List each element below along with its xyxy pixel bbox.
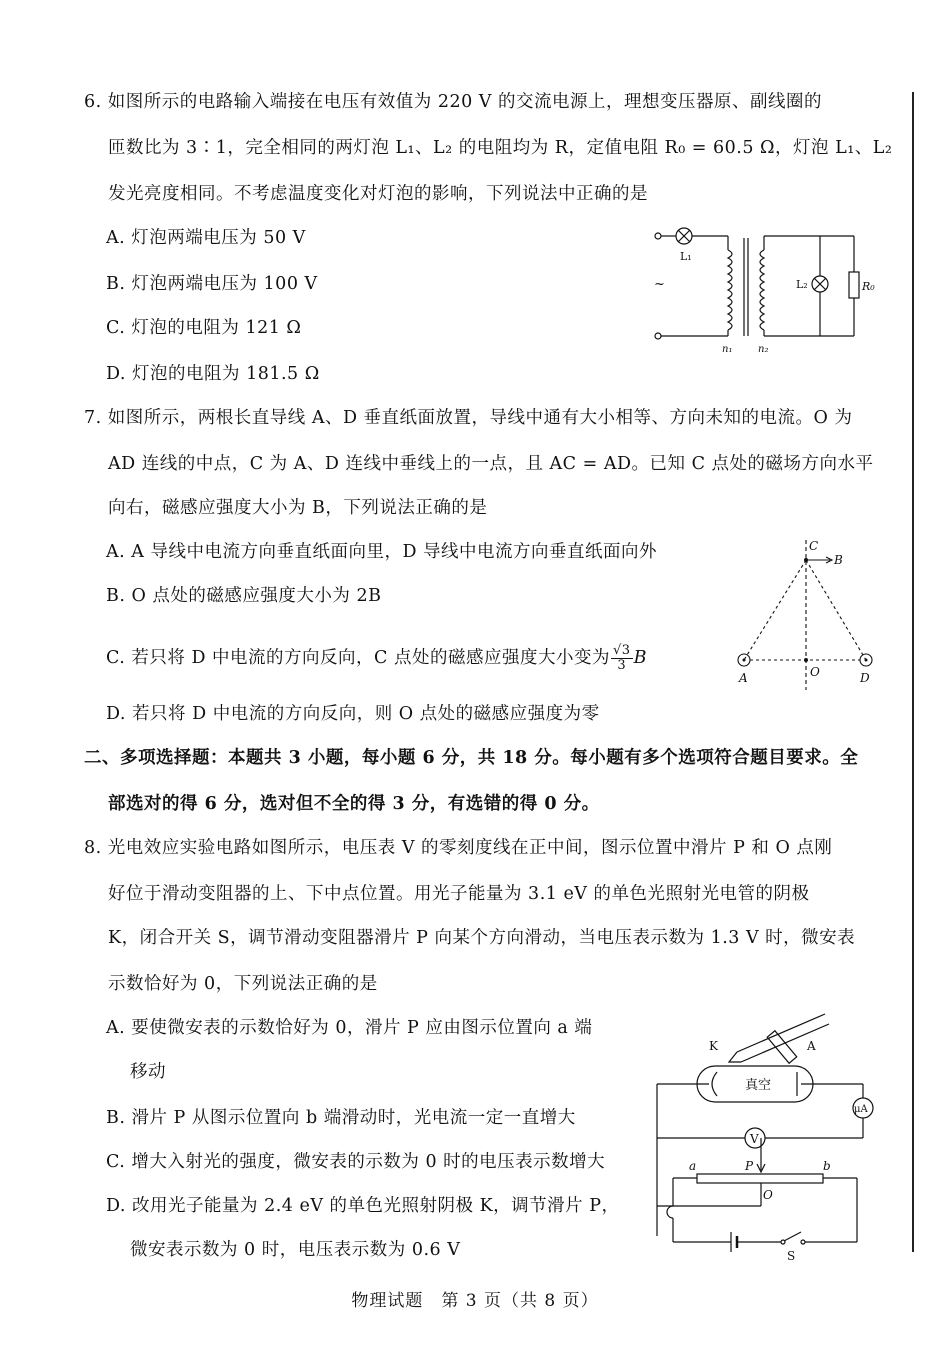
line-ca	[744, 560, 806, 660]
input-terminal-bottom	[655, 333, 661, 339]
primary-coil	[728, 250, 732, 330]
q7-option-c-text: C. 若只将 D 中电流的方向反向，C 点处的磁感应强度大小变为	[106, 648, 610, 668]
q6-line-2: 匝数比为 3∶1，完全相同的两灯泡 L₁、L₂ 的电阻均为 R，定值电阻 R₀ = 60.5 Ω，灯泡 L₁、L₂	[108, 138, 893, 158]
label-r0: R₀	[862, 280, 875, 293]
q6-option-d: D. 灯泡的电阻为 181.5 Ω	[106, 364, 320, 384]
q8-line-2: 好位于滑动变阻器的上、下中点位置。用光子能量为 3.1 eV 的单色光照射光电管的阴极	[108, 884, 810, 904]
label-b: B	[834, 553, 843, 567]
q7-option-c-unit: B	[633, 648, 647, 668]
label-d: D	[860, 671, 870, 685]
label-a: A	[739, 671, 748, 685]
point-o	[804, 658, 808, 662]
ac-source-symbol: ~	[654, 277, 665, 292]
input-terminal-top	[655, 233, 661, 239]
cathode-k	[712, 1072, 717, 1096]
q7-option-d: D. 若只将 D 中电流的方向反向，则 O 点处的磁感应强度为零	[106, 704, 600, 724]
label-voltmeter: V	[750, 1132, 759, 1146]
secondary-coil	[760, 250, 764, 330]
q8-photoelectric-circuit	[645, 1010, 885, 1265]
q7-wire-diagram	[720, 532, 890, 692]
q8-option-c: C. 增大入射光的强度，微安表的示数为 0 时的电压表示数增大	[106, 1152, 606, 1172]
label-anode-a: A	[807, 1039, 816, 1053]
fraction-denominator: 3	[617, 658, 627, 673]
q8-option-d-line-1: D. 改用光子能量为 2.4 eV 的单色光照射阴极 K，调节滑片 P，	[106, 1196, 620, 1216]
label-n1: n₁	[722, 344, 733, 355]
line-cd	[806, 560, 866, 660]
rheostat	[697, 1174, 823, 1183]
q8-line-4: 示数恰好为 0，下列说法正确的是	[108, 974, 378, 994]
q8-line-1: 8. 光电效应实验电路如图所示，电压表 V 的零刻度线在正中间，图示位置中滑片 P 和 O 点刚	[84, 838, 833, 858]
section2-heading-line-2: 部选对的得 6 分，选对但不全的得 3 分，有选错的得 0 分。	[108, 794, 600, 814]
q7-line-3: 向右，磁感应强度大小为 B，下列说法正确的是	[108, 498, 488, 518]
wire-crossover	[667, 1206, 673, 1218]
label-c: C	[809, 539, 819, 553]
fraction-numerator: √3	[613, 643, 631, 658]
q6-option-b: B. 灯泡两端电压为 100 V	[106, 274, 318, 294]
q7-option-a: A. A 导线中电流方向垂直纸面向里，D 导线中电流方向垂直纸面向外	[106, 542, 658, 562]
q7-option-c	[106, 644, 647, 673]
margin-line	[912, 92, 914, 1252]
switch-s	[784, 1232, 801, 1241]
label-l2: L₂	[796, 278, 808, 291]
label-end-b: b	[823, 1159, 831, 1173]
q7-option-b: B. O 点处的磁感应强度大小为 2B	[106, 586, 382, 606]
label-s: S	[787, 1249, 796, 1263]
resistor-r0	[849, 272, 859, 298]
q8-option-b: B. 滑片 P 从图示位置向 b 端滑动时，光电流一定一直增大	[106, 1108, 576, 1128]
label-n2: n₂	[758, 344, 769, 355]
page-footer: 物理试题 第 3 页（共 8 页）	[351, 1291, 599, 1311]
q6-option-c: C. 灯泡的电阻为 121 Ω	[106, 318, 302, 338]
q7-option-c-fraction	[611, 644, 633, 673]
label-l1: L₁	[680, 250, 692, 263]
q8-option-a-line-2: 移动	[130, 1062, 166, 1082]
q6-line-3: 发光亮度相同。不考虑温度变化对灯泡的影响，下列说法中正确的是	[108, 184, 648, 204]
q8-option-d-line-2: 微安表示数为 0 时，电压表示数为 0.6 V	[130, 1240, 461, 1260]
q6-line-1: 6. 如图所示的电路输入端接在电压有效值为 220 V 的交流电源上，理想变压器原、副线圈的	[84, 92, 822, 112]
lens-window	[767, 1031, 797, 1063]
q7-line-2: AD 连线的中点，C 为 A、D 连线中垂线上的一点，且 AC = AD。已知 C 点处的磁场方向水平	[108, 454, 874, 474]
q8-line-3: K，闭合开关 S，调节滑动变阻器滑片 P 向某个方向滑动，当电压表示数为 1.3 V 时，微安表	[108, 928, 856, 948]
label-o: O	[810, 665, 820, 679]
q7-line-1: 7. 如图所示，两根长直导线 A、D 垂直纸面放置，导线中通有大小相等、方向未知的电流。O 为	[84, 408, 853, 428]
point-c	[804, 558, 808, 562]
label-p: P	[745, 1159, 754, 1173]
label-k: K	[709, 1039, 718, 1053]
q8-option-a-line-1: A. 要使微安表的示数恰好为 0，滑片 P 应由图示位置向 a 端	[106, 1018, 593, 1038]
label-vacuum: 真空	[745, 1078, 772, 1093]
q6-option-a: A. 灯泡两端电压为 50 V	[106, 228, 306, 248]
label-o: O	[763, 1188, 773, 1202]
section2-heading-line-1: 二、多项选择题：本题共 3 小题，每小题 6 分，共 18 分。每小题有多个选项符合题目要求。全	[84, 748, 859, 768]
light-arrow-icon	[729, 1052, 741, 1062]
label-microammeter: μA	[854, 1104, 868, 1115]
label-end-a: a	[689, 1159, 697, 1173]
q6-transformer-diagram	[640, 218, 880, 358]
